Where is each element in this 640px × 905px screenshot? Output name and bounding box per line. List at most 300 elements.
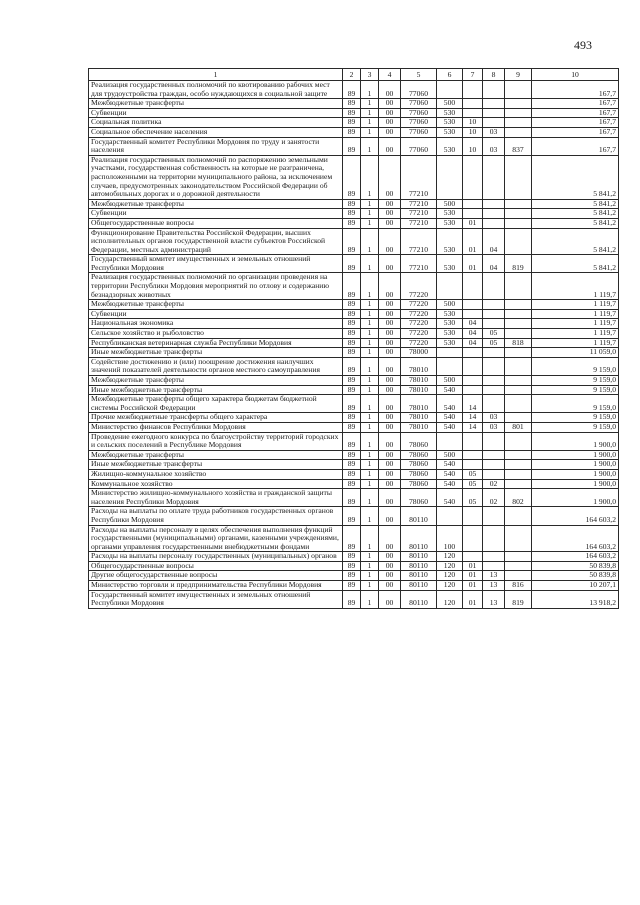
table-row (89, 413, 619, 423)
row-code-cell: 89 (343, 127, 361, 137)
row-code-cell: 540 (437, 460, 463, 470)
row-code-cell: 818 (505, 338, 532, 348)
row-code-cell (483, 385, 505, 395)
row-amount-cell: 164 603,2 (532, 507, 619, 525)
row-code-cell: 1 (361, 118, 379, 128)
row-name-cell: Социальная политика (89, 118, 343, 128)
row-code-cell: 00 (379, 199, 401, 209)
row-code-cell: 89 (343, 469, 361, 479)
table-row (89, 507, 619, 525)
row-code-cell: 78010 (401, 422, 437, 432)
row-code-cell: 00 (379, 357, 401, 375)
row-code-cell: 77210 (401, 199, 437, 209)
row-code-cell: 120 (437, 561, 463, 571)
row-code-cell: 00 (379, 479, 401, 489)
row-code-cell: 1 (361, 127, 379, 137)
row-code-cell (505, 432, 532, 450)
row-code-cell: 00 (379, 127, 401, 137)
row-name-cell: Социальное обеспечение населения (89, 127, 343, 137)
row-code-cell: 540 (437, 489, 463, 507)
row-name-cell: Министерство финансов Республики Мордовия (89, 422, 343, 432)
table-row (89, 479, 619, 489)
row-code-cell: 89 (343, 137, 361, 155)
row-code-cell: 00 (379, 218, 401, 228)
row-code-cell: 00 (379, 489, 401, 507)
row-code-cell: 77220 (401, 338, 437, 348)
row-code-cell (483, 552, 505, 562)
row-code-cell: 05 (463, 479, 483, 489)
table-row (89, 108, 619, 118)
row-name-cell: Расходы на выплаты персоналу в целях обеспечения выполнения функций государственными (муниципальными) органами, казенными учреждениями, органами управления государственными внебюджетными фондами (89, 525, 343, 552)
header-cell: 1 (89, 69, 343, 81)
table-row (89, 460, 619, 470)
table-row (89, 228, 619, 255)
page-number: 493 (574, 38, 592, 52)
row-code-cell: 1 (361, 300, 379, 310)
row-name-cell: Субвенции (89, 209, 343, 219)
table-body (89, 81, 619, 609)
row-amount-cell: 1 900,0 (532, 460, 619, 470)
row-code-cell (505, 108, 532, 118)
row-amount-cell: 9 159,0 (532, 422, 619, 432)
row-code-cell (483, 319, 505, 329)
row-code-cell: 00 (379, 155, 401, 199)
row-code-cell (483, 348, 505, 358)
row-code-cell (463, 155, 483, 199)
row-code-cell (437, 348, 463, 358)
row-code-cell: 77220 (401, 329, 437, 339)
row-code-cell: 89 (343, 552, 361, 562)
row-code-cell: 530 (437, 108, 463, 118)
row-code-cell: 00 (379, 552, 401, 562)
row-code-cell: 1 (361, 309, 379, 319)
row-code-cell (463, 385, 483, 395)
row-code-cell: 89 (343, 376, 361, 386)
row-code-cell: 89 (343, 319, 361, 329)
row-code-cell: 78010 (401, 395, 437, 413)
row-code-cell (505, 228, 532, 255)
header-cell: 2 (343, 69, 361, 81)
row-code-cell (505, 99, 532, 109)
table-row (89, 432, 619, 450)
row-code-cell: 1 (361, 489, 379, 507)
row-code-cell (483, 525, 505, 552)
row-code-cell: 530 (437, 228, 463, 255)
row-amount-cell: 10 207,1 (532, 581, 619, 591)
row-code-cell: 1 (361, 561, 379, 571)
row-code-cell: 1 (361, 590, 379, 608)
row-name-cell: Функционирование Правительства Российской Федерации, высших исполнительных органов государственной власти субъектов Российской Федерации, местных администраций (89, 228, 343, 255)
row-code-cell: 1 (361, 99, 379, 109)
row-code-cell: 00 (379, 385, 401, 395)
row-code-cell (505, 309, 532, 319)
row-code-cell: 89 (343, 590, 361, 608)
row-code-cell: 78010 (401, 385, 437, 395)
row-amount-cell: 1 900,0 (532, 469, 619, 479)
row-code-cell: 00 (379, 228, 401, 255)
row-code-cell: 00 (379, 81, 401, 99)
row-code-cell: 77210 (401, 255, 437, 273)
row-amount-cell: 9 159,0 (532, 376, 619, 386)
row-code-cell: 1 (361, 376, 379, 386)
row-code-cell: 80110 (401, 581, 437, 591)
row-code-cell: 1 (361, 329, 379, 339)
row-name-cell: Содействие достижению и (или) поощрение достижения наилучших значений показателей деятельности органов местного самоуправления (89, 357, 343, 375)
row-code-cell (463, 507, 483, 525)
row-code-cell: 1 (361, 357, 379, 375)
row-code-cell (463, 552, 483, 562)
row-code-cell (505, 450, 532, 460)
row-code-cell: 816 (505, 581, 532, 591)
table-row (89, 255, 619, 273)
row-code-cell (483, 273, 505, 300)
row-code-cell: 04 (463, 329, 483, 339)
header-cell: 10 (532, 69, 619, 81)
row-name-cell: Межбюджетные трансферты (89, 199, 343, 209)
row-code-cell: 1 (361, 137, 379, 155)
row-name-cell: Жилищно-коммунальное хозяйство (89, 469, 343, 479)
row-code-cell: 500 (437, 300, 463, 310)
row-code-cell: 14 (463, 413, 483, 423)
row-name-cell: Проведение ежегодного конкурса по благоустройству территорий городских и сельских поселений в Республике Мордовия (89, 432, 343, 450)
row-code-cell: 77060 (401, 137, 437, 155)
table-row (89, 385, 619, 395)
row-code-cell: 02 (483, 489, 505, 507)
row-code-cell: 77210 (401, 209, 437, 219)
row-code-cell (505, 199, 532, 209)
row-code-cell (463, 81, 483, 99)
row-code-cell (505, 357, 532, 375)
table-row (89, 469, 619, 479)
row-code-cell: 80110 (401, 590, 437, 608)
table-row (89, 590, 619, 608)
row-name-cell: Иные межбюджетные трансферты (89, 348, 343, 358)
row-code-cell: 1 (361, 395, 379, 413)
row-code-cell: 80110 (401, 561, 437, 571)
row-code-cell: 00 (379, 432, 401, 450)
row-code-cell: 01 (463, 561, 483, 571)
row-code-cell (483, 108, 505, 118)
row-name-cell: Коммунальное хозяйство (89, 479, 343, 489)
row-code-cell: 540 (437, 469, 463, 479)
row-code-cell: 77060 (401, 108, 437, 118)
table-row (89, 348, 619, 358)
row-code-cell: 77220 (401, 300, 437, 310)
table-row (89, 581, 619, 591)
row-name-cell: Государственный комитет Республики Мордовия по труду и занятости населения (89, 137, 343, 155)
row-code-cell: 01 (463, 581, 483, 591)
row-code-cell (483, 118, 505, 128)
row-code-cell (505, 525, 532, 552)
row-name-cell: Расходы на выплаты персоналу государственных (муниципальных) органов (89, 552, 343, 562)
row-code-cell: 00 (379, 273, 401, 300)
row-code-cell: 89 (343, 300, 361, 310)
row-amount-cell: 167,7 (532, 137, 619, 155)
table-row (89, 309, 619, 319)
row-code-cell: 89 (343, 338, 361, 348)
row-code-cell: 04 (463, 338, 483, 348)
row-amount-cell: 5 841,2 (532, 155, 619, 199)
row-code-cell: 801 (505, 422, 532, 432)
row-code-cell: 00 (379, 590, 401, 608)
row-code-cell: 00 (379, 99, 401, 109)
row-code-cell (463, 525, 483, 552)
row-code-cell (437, 155, 463, 199)
row-amount-cell: 9 159,0 (532, 413, 619, 423)
row-code-cell (483, 300, 505, 310)
row-code-cell (505, 479, 532, 489)
row-code-cell: 89 (343, 489, 361, 507)
row-code-cell: 120 (437, 590, 463, 608)
row-name-cell: Прочие межбюджетные трансферты общего характера (89, 413, 343, 423)
row-code-cell (505, 561, 532, 571)
row-code-cell: 530 (437, 118, 463, 128)
row-code-cell: 03 (483, 422, 505, 432)
row-code-cell: 530 (437, 218, 463, 228)
row-code-cell (463, 108, 483, 118)
row-code-cell: 03 (483, 413, 505, 423)
row-code-cell: 00 (379, 255, 401, 273)
row-name-cell: Межбюджетные трансферты общего характера бюджетам бюджетной системы Российской Федерации (89, 395, 343, 413)
row-code-cell: 89 (343, 395, 361, 413)
row-code-cell (437, 432, 463, 450)
table-row (89, 561, 619, 571)
row-code-cell (463, 99, 483, 109)
row-name-cell: Общегосударственные вопросы (89, 218, 343, 228)
row-amount-cell: 1 119,7 (532, 338, 619, 348)
row-code-cell (483, 309, 505, 319)
row-code-cell: 1 (361, 581, 379, 591)
row-code-cell: 1 (361, 422, 379, 432)
row-code-cell: 89 (343, 460, 361, 470)
header-cell: 8 (483, 69, 505, 81)
row-code-cell: 00 (379, 571, 401, 581)
row-code-cell: 00 (379, 338, 401, 348)
row-code-cell: 530 (437, 309, 463, 319)
row-code-cell (505, 507, 532, 525)
row-code-cell: 00 (379, 525, 401, 552)
row-code-cell (463, 348, 483, 358)
row-code-cell (483, 81, 505, 99)
row-code-cell (463, 199, 483, 209)
row-name-cell: Государственный комитет имущественных и земельных отношений Республики Мордовия (89, 590, 343, 608)
row-amount-cell: 1 900,0 (532, 489, 619, 507)
row-code-cell (483, 395, 505, 413)
table-row (89, 376, 619, 386)
row-amount-cell: 1 119,7 (532, 309, 619, 319)
row-code-cell: 00 (379, 581, 401, 591)
row-code-cell (505, 118, 532, 128)
row-code-cell (483, 432, 505, 450)
table-row (89, 357, 619, 375)
table-row (89, 99, 619, 109)
row-code-cell: 1 (361, 413, 379, 423)
table-row (89, 525, 619, 552)
row-code-cell: 03 (483, 137, 505, 155)
row-code-cell: 1 (361, 228, 379, 255)
row-amount-cell: 167,7 (532, 108, 619, 118)
row-amount-cell: 167,7 (532, 127, 619, 137)
row-code-cell: 78060 (401, 479, 437, 489)
row-code-cell (505, 218, 532, 228)
row-code-cell: 01 (463, 255, 483, 273)
row-code-cell (463, 209, 483, 219)
row-code-cell: 89 (343, 357, 361, 375)
row-code-cell: 819 (505, 255, 532, 273)
table-row (89, 118, 619, 128)
row-code-cell (463, 357, 483, 375)
table-row (89, 395, 619, 413)
row-code-cell: 13 (483, 571, 505, 581)
row-code-cell (463, 450, 483, 460)
row-code-cell: 01 (463, 218, 483, 228)
row-code-cell: 04 (463, 319, 483, 329)
row-code-cell: 500 (437, 99, 463, 109)
row-code-cell (505, 329, 532, 339)
row-code-cell: 1 (361, 525, 379, 552)
row-amount-cell: 9 159,0 (532, 385, 619, 395)
budget-table (88, 68, 619, 609)
row-code-cell: 89 (343, 385, 361, 395)
row-code-cell: 89 (343, 108, 361, 118)
row-code-cell: 00 (379, 137, 401, 155)
row-code-cell (463, 376, 483, 386)
row-code-cell (505, 319, 532, 329)
row-code-cell (505, 127, 532, 137)
row-code-cell: 10 (463, 118, 483, 128)
row-code-cell (483, 209, 505, 219)
row-code-cell: 78060 (401, 450, 437, 460)
row-code-cell: 03 (483, 127, 505, 137)
row-amount-cell: 1 900,0 (532, 479, 619, 489)
row-code-cell: 01 (463, 228, 483, 255)
row-amount-cell: 1 119,7 (532, 273, 619, 300)
table-row (89, 489, 619, 507)
row-code-cell: 00 (379, 507, 401, 525)
header-cell: 9 (505, 69, 532, 81)
row-code-cell (437, 357, 463, 375)
row-code-cell: 80110 (401, 552, 437, 562)
row-code-cell: 500 (437, 450, 463, 460)
header-cell: 7 (463, 69, 483, 81)
header-cell: 5 (401, 69, 437, 81)
row-code-cell: 00 (379, 460, 401, 470)
row-amount-cell: 13 918,2 (532, 590, 619, 608)
row-code-cell: 1 (361, 108, 379, 118)
row-amount-cell: 5 841,2 (532, 228, 619, 255)
table-row (89, 155, 619, 199)
row-code-cell: 540 (437, 479, 463, 489)
row-code-cell: 89 (343, 329, 361, 339)
row-code-cell: 00 (379, 348, 401, 358)
row-code-cell: 89 (343, 255, 361, 273)
row-amount-cell: 164 603,2 (532, 552, 619, 562)
row-code-cell: 78060 (401, 469, 437, 479)
row-name-cell: Другие общегосударственные вопросы (89, 571, 343, 581)
row-amount-cell: 167,7 (532, 118, 619, 128)
table-row (89, 571, 619, 581)
row-code-cell: 00 (379, 561, 401, 571)
row-code-cell: 1 (361, 199, 379, 209)
row-code-cell (483, 218, 505, 228)
row-code-cell: 01 (463, 571, 483, 581)
row-name-cell: Министерство жилищно-коммунального хозяйства и гражданской защиты населения Республики Мордовия (89, 489, 343, 507)
table-row (89, 422, 619, 432)
row-code-cell: 77060 (401, 99, 437, 109)
row-code-cell: 1 (361, 155, 379, 199)
row-code-cell (483, 460, 505, 470)
row-code-cell: 819 (505, 590, 532, 608)
row-code-cell (505, 413, 532, 423)
row-code-cell: 05 (463, 469, 483, 479)
row-code-cell (505, 385, 532, 395)
row-name-cell: Национальная экономика (89, 319, 343, 329)
row-code-cell (505, 209, 532, 219)
row-code-cell: 77060 (401, 81, 437, 99)
row-code-cell: 120 (437, 552, 463, 562)
row-code-cell: 89 (343, 571, 361, 581)
row-name-cell: Общегосударственные вопросы (89, 561, 343, 571)
row-name-cell: Субвенции (89, 108, 343, 118)
table-row (89, 329, 619, 339)
row-code-cell (505, 395, 532, 413)
row-amount-cell: 167,7 (532, 99, 619, 109)
table-row (89, 218, 619, 228)
row-code-cell: 77220 (401, 309, 437, 319)
header-cell: 3 (361, 69, 379, 81)
row-code-cell: 1 (361, 338, 379, 348)
row-code-cell: 89 (343, 228, 361, 255)
row-code-cell: 89 (343, 479, 361, 489)
row-code-cell: 00 (379, 469, 401, 479)
row-code-cell (483, 199, 505, 209)
row-code-cell: 13 (483, 581, 505, 591)
row-code-cell: 1 (361, 348, 379, 358)
row-code-cell: 02 (483, 479, 505, 489)
row-code-cell: 1 (361, 81, 379, 99)
row-name-cell: Республиканская ветеринарная служба Республики Мордовия (89, 338, 343, 348)
row-code-cell: 00 (379, 108, 401, 118)
row-code-cell: 14 (463, 422, 483, 432)
row-code-cell: 13 (483, 590, 505, 608)
row-code-cell: 01 (463, 590, 483, 608)
row-code-cell: 530 (437, 137, 463, 155)
row-code-cell: 1 (361, 507, 379, 525)
row-code-cell: 77220 (401, 273, 437, 300)
table-row (89, 209, 619, 219)
row-code-cell: 00 (379, 395, 401, 413)
row-code-cell (505, 81, 532, 99)
table-row (89, 273, 619, 300)
row-amount-cell: 5 841,2 (532, 255, 619, 273)
row-code-cell: 802 (505, 489, 532, 507)
row-code-cell: 00 (379, 209, 401, 219)
row-code-cell: 837 (505, 137, 532, 155)
row-name-cell: Субвенции (89, 309, 343, 319)
row-code-cell: 530 (437, 255, 463, 273)
row-code-cell: 78010 (401, 357, 437, 375)
row-code-cell: 05 (483, 338, 505, 348)
row-code-cell (505, 300, 532, 310)
row-code-cell (483, 357, 505, 375)
table-row (89, 81, 619, 99)
row-code-cell: 89 (343, 199, 361, 209)
row-code-cell: 530 (437, 127, 463, 137)
row-code-cell: 00 (379, 329, 401, 339)
row-code-cell: 1 (361, 319, 379, 329)
row-code-cell: 00 (379, 300, 401, 310)
header-cell: 6 (437, 69, 463, 81)
